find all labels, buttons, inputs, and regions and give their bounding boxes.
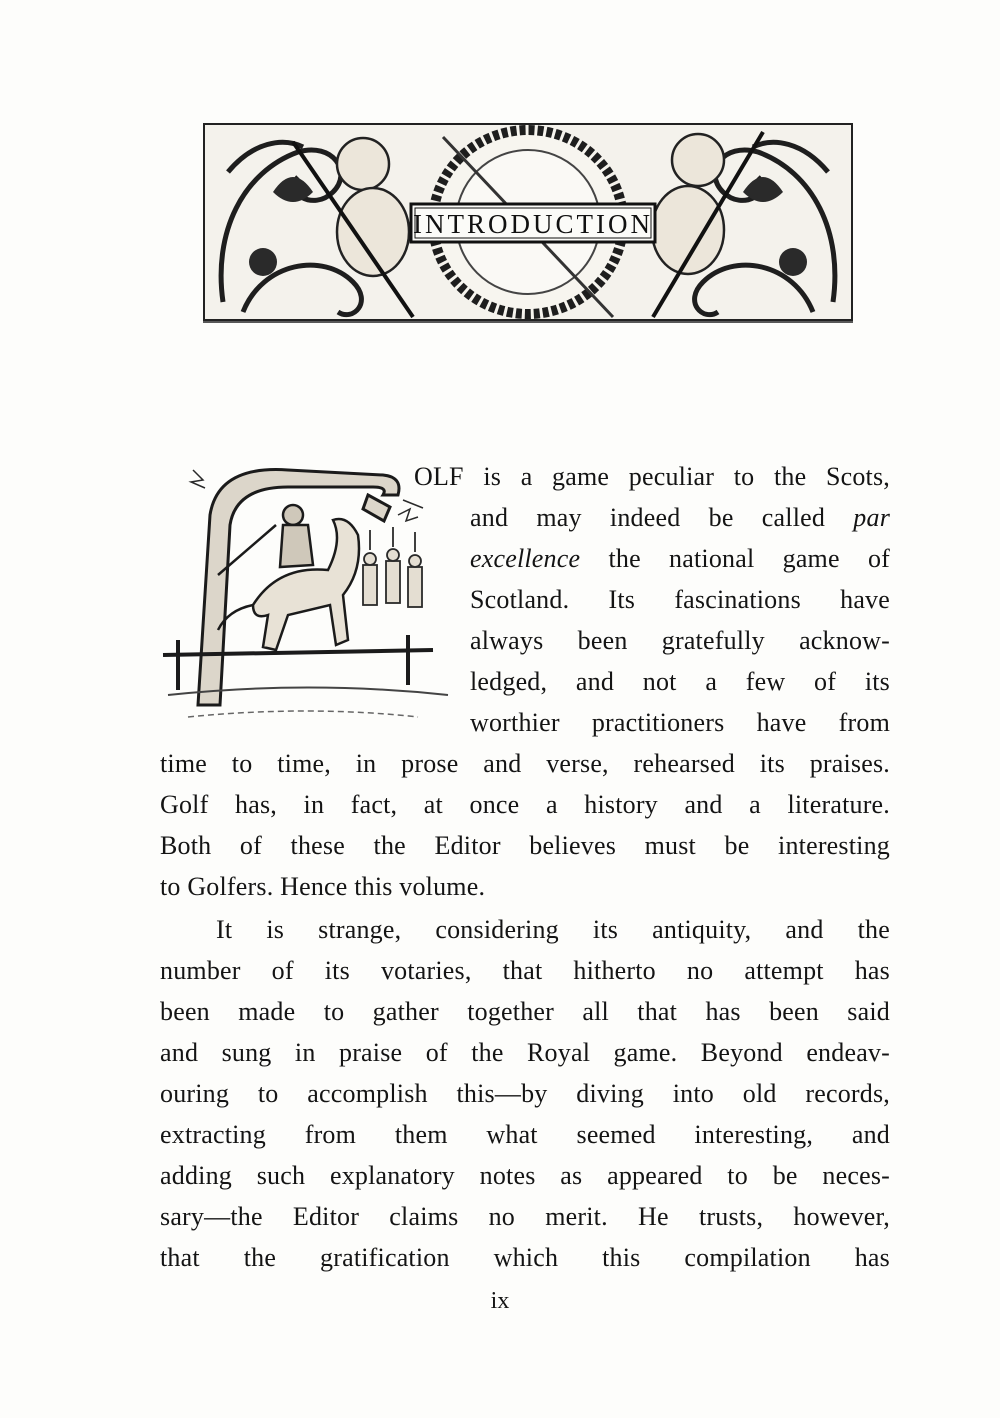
text-line: extracting from them what seemed interesting, and: [160, 1120, 890, 1149]
text-line: sary—the Editor claims no merit. He trusts, however,: [160, 1202, 890, 1231]
text-line: adding such explanatory notes as appeared to be neces-: [160, 1161, 890, 1190]
text-line: Golf has, in fact, at once a history and a literature.: [160, 790, 890, 819]
header-engraving: [203, 112, 853, 324]
italic-term: par: [853, 503, 891, 532]
text-line: ledged, and not a few of its: [470, 667, 890, 696]
text-line: It is strange, considering its antiquity, and the: [216, 915, 890, 944]
text-line: been made to gather together all that has been said: [160, 997, 890, 1026]
italic-term: excellence: [470, 544, 581, 573]
text-line: Scotland. Its fascinations have: [470, 585, 890, 614]
text-line: [470, 501, 890, 535]
text-line: always been gratefully acknow-: [470, 626, 890, 655]
text-span: and may indeed be called: [470, 503, 826, 532]
text-line: [470, 542, 890, 576]
text-line: OLF is a game peculiar to the Scots,: [414, 462, 890, 491]
text-line: Both of these the Editor believes must be interesting: [160, 831, 890, 860]
text-line: to Golfers. Hence this volume.: [160, 872, 486, 901]
page-number: ix: [490, 1288, 510, 1314]
text-line: worthier practitioners have from: [470, 708, 890, 737]
text-line: that the gratification which this compilation has: [160, 1243, 890, 1272]
text-line: ouring to accomplish this—by diving into old records,: [160, 1079, 890, 1108]
text-line: and sung in praise of the Royal game. Beyond endeav-: [160, 1038, 890, 1067]
banner-text: INTRODUCTION: [413, 209, 653, 239]
text-span: the national game of: [608, 544, 891, 573]
dropcap-g-engraving: [158, 455, 458, 725]
text-line: time to time, in prose and verse, rehearsed its praises.: [160, 749, 890, 778]
text-line: number of its votaries, that hitherto no attempt has: [160, 956, 890, 985]
